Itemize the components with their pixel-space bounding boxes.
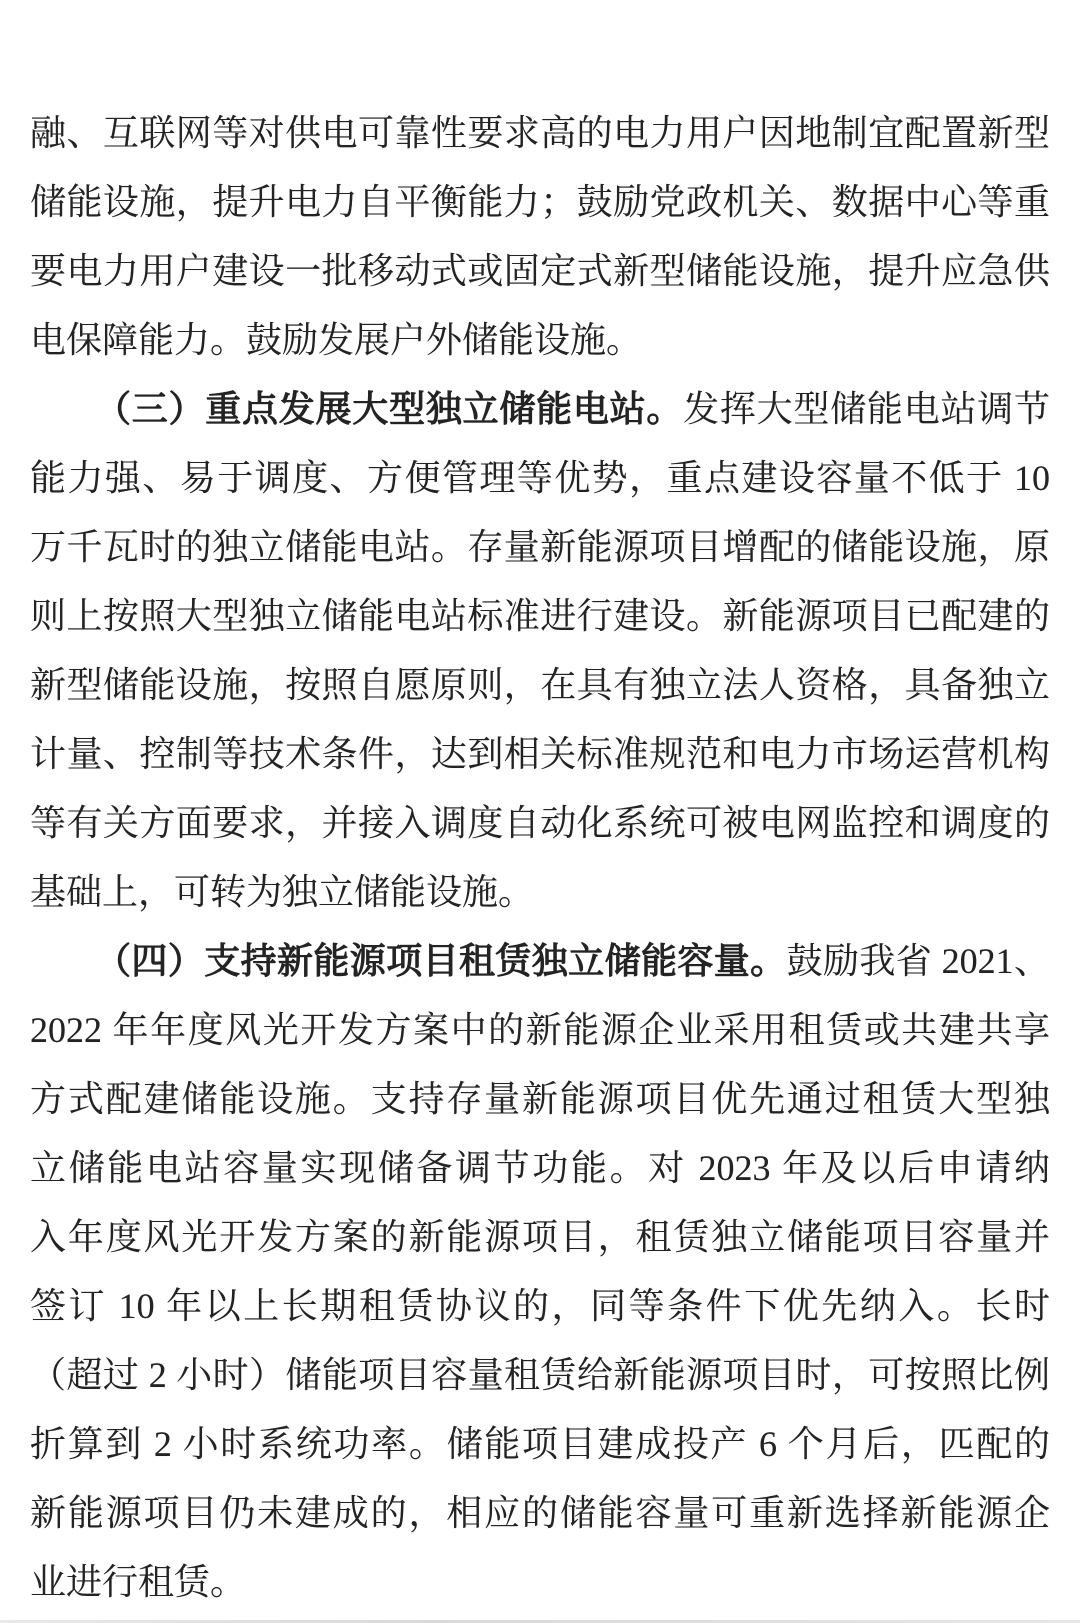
text-line [30, 582, 1050, 651]
text-line-section-4 [95, 927, 1050, 996]
line-text: 立储能电站容量实现储备调节功能。对 2023 年及以后申请纳 [30, 1148, 1050, 1188]
line-text: 储能设施，提升电力自平衡能力；鼓励党政机关、数据中心等重 [30, 182, 1050, 222]
line-text: 鼓励我省 2021、 [786, 941, 1050, 981]
section-3-heading: （三）重点发展大型独立储能电站。 [95, 389, 684, 429]
text-line [30, 306, 1050, 375]
line-text: （超过 2 小时）储能项目容量租赁给新能源项目时，可按照比例 [30, 1355, 1050, 1395]
text-line [30, 789, 1050, 858]
text-line [30, 99, 1050, 168]
text-line [30, 237, 1050, 306]
text-line [30, 168, 1050, 237]
text-line [30, 1203, 1050, 1272]
text-line [30, 1134, 1050, 1203]
line-text: 基础上，可转为独立储能设施。 [30, 872, 535, 912]
text-line [30, 1065, 1050, 1134]
text-line [30, 1341, 1050, 1410]
line-text: 新能源项目仍未建成的，相应的储能容量可重新选择新能源企 [30, 1493, 1050, 1533]
line-text: 折算到 2 小时系统功率。储能项目建成投产 6 个月后，匹配的 [30, 1424, 1050, 1464]
text-line [30, 1272, 1050, 1341]
line-text: 则上按照大型独立储能电站标准进行建设。新能源项目已配建的 [30, 596, 1050, 636]
text-line [30, 720, 1050, 789]
line-text: 要电力用户建设一批移动式或固定式新型储能设施，提升应急供 [30, 251, 1050, 291]
line-text: 能力强、易于调度、方便管理等优势，重点建设容量不低于 10 [30, 458, 1050, 498]
line-text: 计量、控制等技术条件，达到相关标准规范和电力市场运营机构 [30, 734, 1050, 774]
text-line [30, 996, 1050, 1065]
line-text: 业进行租赁。 [30, 1562, 247, 1602]
line-text: 电保障能力。鼓励发展户外储能设施。 [30, 320, 643, 360]
document-body [30, 99, 1050, 1617]
line-text: 新型储能设施，按照自愿原则，在具有独立法人资格，具备独立 [30, 665, 1050, 705]
text-line [30, 1410, 1050, 1479]
text-line [30, 1479, 1050, 1548]
line-text: 融、互联网等对供电可靠性要求高的电力用户因地制宜配置新型 [30, 113, 1050, 153]
section-4-heading: （四）支持新能源项目租赁独立储能容量。 [95, 941, 787, 981]
line-text: 签订 10 年以上长期租赁协议的，同等条件下优先纳入。长时 [30, 1286, 1050, 1326]
text-line [30, 444, 1050, 513]
text-line [30, 651, 1050, 720]
line-text: 万千瓦时的独立储能电站。存量新能源项目增配的储能设施，原 [30, 527, 1050, 567]
text-line-section-3 [95, 375, 1050, 444]
text-line [30, 513, 1050, 582]
line-text: 发挥大型储能电站调节 [683, 389, 1050, 429]
line-text: 方式配建储能设施。支持存量新能源项目优先通过租赁大型独 [30, 1079, 1050, 1119]
text-line [30, 1548, 1050, 1617]
line-text: 入年度风光开发方案的新能源项目，租赁独立储能项目容量并 [30, 1217, 1050, 1257]
line-text: 等有关方面要求，并接入调度自动化系统可被电网监控和调度的 [30, 803, 1050, 843]
text-line [30, 858, 1050, 927]
line-text: 2022 年年度风光开发方案中的新能源企业采用租赁或共建共享 [30, 1010, 1050, 1050]
